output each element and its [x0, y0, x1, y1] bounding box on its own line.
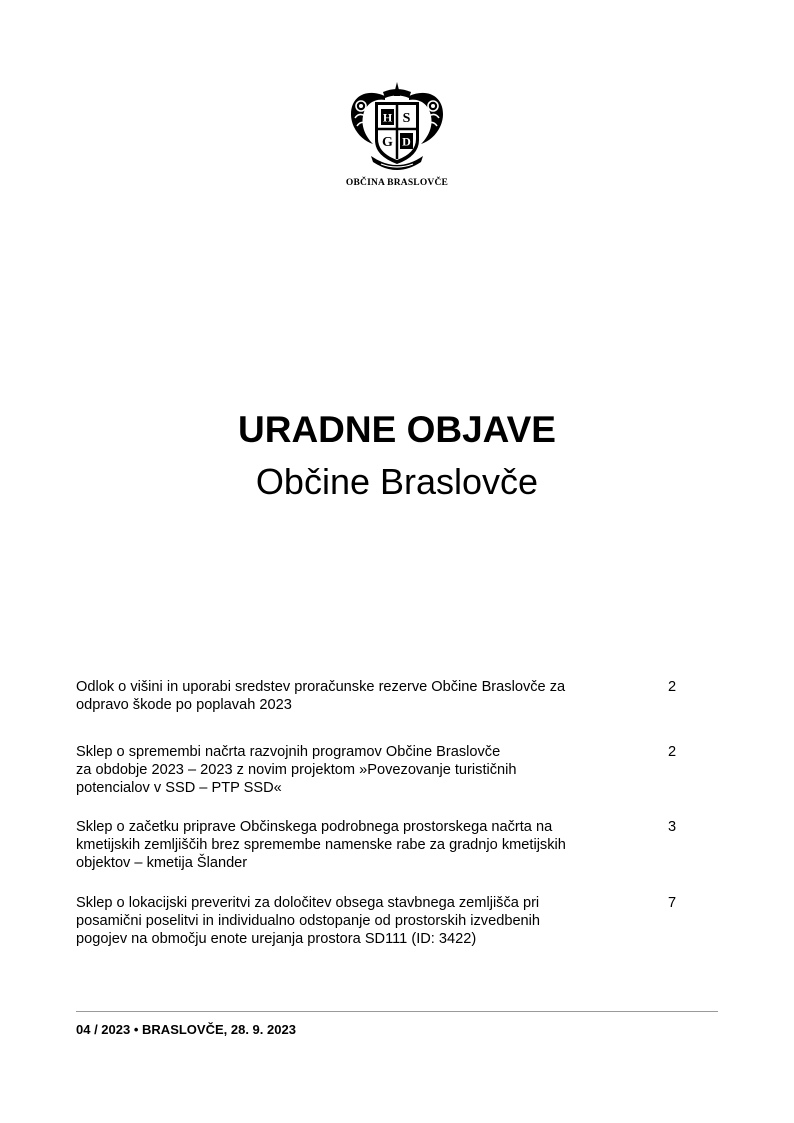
bullet-separator: •: [133, 1022, 139, 1037]
footer-divider: [76, 1011, 718, 1012]
svg-text:H: H: [382, 110, 393, 125]
page-subtitle: Občine Braslovče: [255, 461, 539, 502]
toc-item-title: Sklep o spremembi načrta razvojnih programov Občine Braslovče za obdobje 2023 – 2023 z novim projektom »Povezovanje turističnih potencialov v SSD – PTP SSD«: [76, 744, 517, 796]
place-date: BRASLOVČE, 28. 9. 2023: [142, 1022, 296, 1037]
toc-item[interactable]: [76, 818, 696, 872]
toc-item[interactable]: [76, 678, 696, 714]
table-of-contents: [76, 678, 696, 948]
toc-item[interactable]: [76, 894, 696, 948]
svg-text:D: D: [402, 134, 411, 149]
toc-page-number: 3: [667, 819, 677, 835]
toc-item-title: Sklep o začetku priprave Občinskega podrobnega prostorskega načrta na kmetijskih zemljiščih brez spremembe namenske rabe za gradnjo kmetijskih objektov – kmetija Šlander: [76, 819, 566, 871]
svg-text:S: S: [402, 111, 411, 126]
logo-caption: OBČINA BRASLOVČE: [345, 178, 449, 188]
toc-page-number: 2: [667, 679, 677, 695]
issue-number: 04 / 2023: [76, 1022, 131, 1037]
toc-page-number: 7: [667, 895, 677, 911]
toc-page-number: 2: [667, 744, 677, 760]
municipal-coat-of-arms-icon: [347, 82, 447, 172]
toc-item[interactable]: [76, 743, 696, 797]
footer: [76, 1022, 296, 1037]
page-title: URADNE OBJAVE: [238, 409, 556, 450]
toc-item-title: Odlok o višini in uporabi sredstev proračunske rezerve Občine Braslovče za odpravo škode po poplavah 2023: [76, 679, 566, 713]
municipality-logo: [342, 82, 452, 194]
toc-item-title: Sklep o lokacijski preveritvi za določitev obsega stavbnega zemljišča pri posamični poselitvi in individualno odstopanje od prostorskih izvedbenih pogojev na območju enote urejanja prostora SD111 (ID: 3422): [76, 895, 541, 947]
svg-text:G: G: [382, 135, 393, 150]
